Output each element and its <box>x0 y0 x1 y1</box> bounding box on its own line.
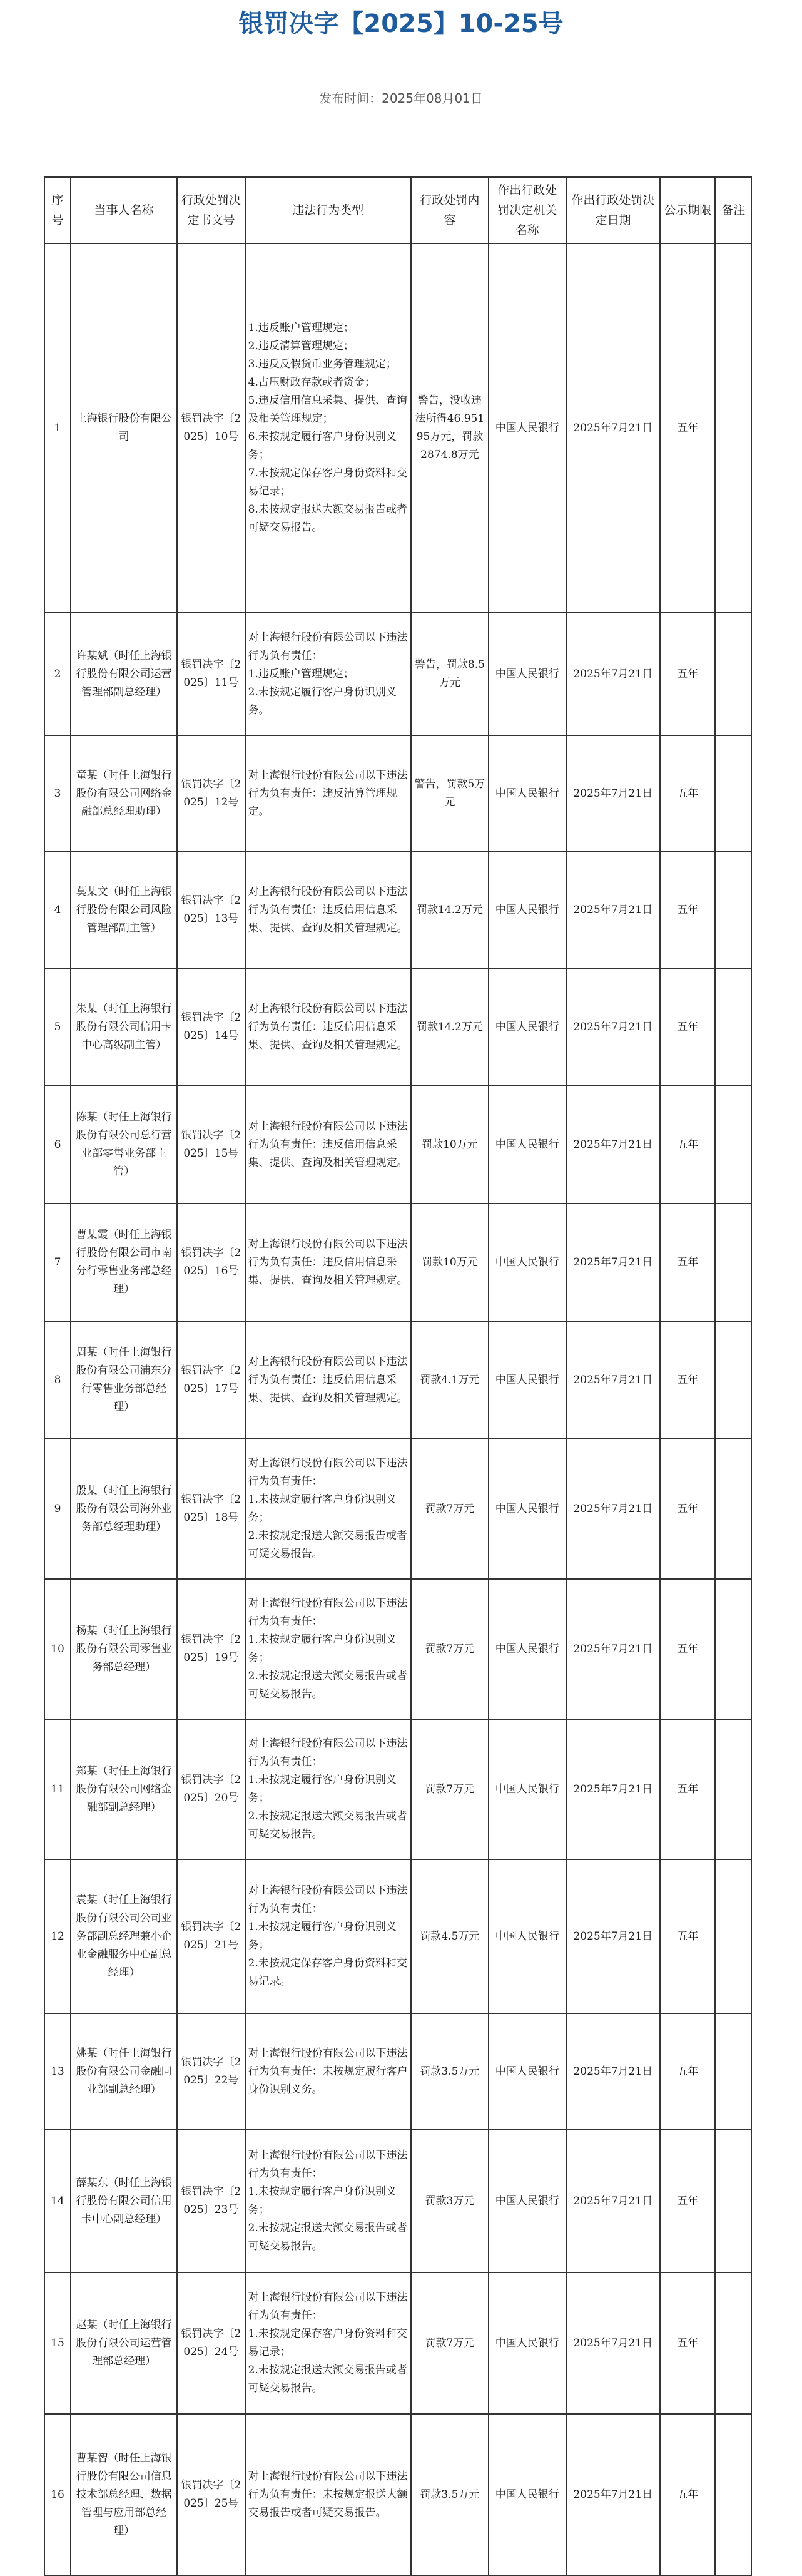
violation-line: 1.未按规定履行客户身份识别义务； <box>248 1921 397 1951</box>
cell-no: 11 <box>44 1719 71 1859</box>
cell-penalty: 罚款14.2万元 <box>411 852 489 968</box>
cell-period: 五年 <box>660 1321 715 1439</box>
cell-violation <box>245 1719 411 1859</box>
cell-date: 2025年7月21日 <box>566 1321 660 1439</box>
cell-authority: 中国人民银行 <box>489 852 566 968</box>
violation-line: 1.未按规定履行客户身份识别义务； <box>248 1633 397 1664</box>
cell-remark <box>715 243 751 613</box>
cell-remark <box>715 1204 751 1321</box>
cell-date: 2025年7月21日 <box>566 1719 660 1859</box>
cell-authority: 中国人民银行 <box>489 735 566 852</box>
cell-no: 7 <box>44 1204 71 1321</box>
cell-party: 姚某（时任上海银行股份有限公司金融同业部副总经理） <box>71 2013 177 2130</box>
cell-date: 2025年7月21日 <box>566 2013 660 2130</box>
violation-line: 对上海银行股份有限公司以下违法行为负有责任：违反信用信息采集、提供、查询及相关管理规定。 <box>248 885 408 934</box>
cell-penalty: 罚款3.5万元 <box>411 2013 489 2130</box>
cell-penalty: 警告，没收违法所得46.95195万元，罚款2874.8万元 <box>411 243 489 613</box>
cell-no: 8 <box>44 1321 71 1439</box>
cell-party: 周某（时任上海银行股份有限公司浦东分行零售业务部总经理） <box>71 1321 177 1439</box>
cell-period: 五年 <box>660 1204 715 1321</box>
page-title: 银罚决字【2025】10-25号 <box>238 9 564 38</box>
violation-line: 对上海银行股份有限公司以下违法行为负有责任： <box>248 1737 408 1768</box>
cell-party: 陈某（时任上海银行股份有限公司总行营业部零售业务部主管） <box>71 1086 177 1204</box>
table-row <box>44 968 751 1086</box>
violation-line: 对上海银行股份有限公司以下违法行为负有责任：违反信用信息采集、提供、查询及相关管理规定。 <box>248 1120 408 1169</box>
cell-remark <box>715 968 751 1086</box>
cell-violation <box>245 968 411 1086</box>
cell-party: 朱某（时任上海银行股份有限公司信用卡中心高级副主管） <box>71 968 177 1086</box>
cell-no: 12 <box>44 1859 71 2013</box>
cell-period: 五年 <box>660 1579 715 1719</box>
cell-remark <box>715 1321 751 1439</box>
cell-party: 杨某（时任上海银行股份有限公司零售业务部总经理） <box>71 1579 177 1719</box>
cell-penalty: 罚款10万元 <box>411 1204 489 1321</box>
cell-penalty: 警告，罚款8.5万元 <box>411 613 489 735</box>
header-penalty: 行政处罚内容 <box>411 177 489 243</box>
cell-party: 莫某文（时任上海银行股份有限公司风险管理部副主管） <box>71 852 177 968</box>
cell-party: 薛某东（时任上海银行股份有限公司信用卡中心副总经理） <box>71 2130 177 2272</box>
cell-violation <box>245 735 411 852</box>
cell-party: 许某斌（时任上海银行股份有限公司运营管理部副总经理） <box>71 613 177 735</box>
cell-violation <box>245 2414 411 2575</box>
cell-no: 4 <box>44 852 71 968</box>
table-row <box>44 1086 751 1204</box>
cell-doc: 银罚决字〔2025〕24号 <box>177 2272 245 2414</box>
cell-doc: 银罚决字〔2025〕19号 <box>177 1579 245 1719</box>
cell-period: 五年 <box>660 735 715 852</box>
cell-party: 上海银行股份有限公司 <box>71 243 177 613</box>
cell-penalty: 罚款3万元 <box>411 2130 489 2272</box>
cell-date: 2025年7月21日 <box>566 735 660 852</box>
violation-line: 2.未按规定报送大额交易报告或者可疑交易报告。 <box>248 2364 407 2395</box>
cell-penalty: 罚款7万元 <box>411 1719 489 1859</box>
header-date: 作出行政处罚决定日期 <box>566 177 660 243</box>
cell-remark <box>715 1859 751 2013</box>
cell-period: 五年 <box>660 613 715 735</box>
cell-doc: 银罚决字〔2025〕10号 <box>177 243 245 613</box>
cell-penalty: 罚款4.5万元 <box>411 1859 489 2013</box>
cell-date: 2025年7月21日 <box>566 2414 660 2575</box>
cell-date: 2025年7月21日 <box>566 1859 660 2013</box>
violation-line: 2.未按规定报送大额交易报告或者可疑交易报告。 <box>248 1670 407 1700</box>
cell-authority: 中国人民银行 <box>489 1579 566 1719</box>
cell-date: 2025年7月21日 <box>566 1204 660 1321</box>
cell-no: 6 <box>44 1086 71 1204</box>
cell-period: 五年 <box>660 2130 715 2272</box>
violation-line: 1.未按规定履行客户身份识别义务； <box>248 1493 397 1524</box>
header-remark: 备注 <box>715 177 751 243</box>
violation-line: 1.未按规定履行客户身份识别义务； <box>248 1774 397 1804</box>
cell-violation <box>245 1579 411 1719</box>
cell-no: 14 <box>44 2130 71 2272</box>
violation-line: 对上海银行股份有限公司以下违法行为负有责任： <box>248 1457 408 1488</box>
cell-no: 13 <box>44 2013 71 2130</box>
cell-period: 五年 <box>660 1439 715 1579</box>
cell-date: 2025年7月21日 <box>566 1439 660 1579</box>
cell-date: 2025年7月21日 <box>566 243 660 613</box>
cell-doc: 银罚决字〔2025〕15号 <box>177 1086 245 1204</box>
cell-authority: 中国人民银行 <box>489 2013 566 2130</box>
cell-period: 五年 <box>660 852 715 968</box>
cell-authority: 中国人民银行 <box>489 1439 566 1579</box>
violation-line: 对上海银行股份有限公司以下违法行为负有责任： <box>248 1597 408 1628</box>
violation-line: 7.未按规定保存客户身份资料和交易记录； <box>248 467 407 498</box>
header-no: 序号 <box>44 177 71 243</box>
table-row <box>44 1321 751 1439</box>
publish-time-value: 2025年08月01日 <box>382 91 483 106</box>
violation-line: 对上海银行股份有限公司以下违法行为负有责任：违反信用信息采集、提供、查询及相关管理规定。 <box>248 1355 408 1404</box>
table-row <box>44 1439 751 1579</box>
cell-doc: 银罚决字〔2025〕17号 <box>177 1321 245 1439</box>
violation-line: 2.未按规定保存客户身份资料和交易记录。 <box>248 1957 407 1988</box>
cell-period: 五年 <box>660 1086 715 1204</box>
cell-date: 2025年7月21日 <box>566 2272 660 2414</box>
cell-penalty: 罚款7万元 <box>411 2272 489 2414</box>
violation-line: 对上海银行股份有限公司以下违法行为负有责任： <box>248 2149 408 2180</box>
violation-line: 2.未按规定报送大额交易报告或者可疑交易报告。 <box>248 2222 407 2252</box>
table-row <box>44 1204 751 1321</box>
cell-remark <box>715 2414 751 2575</box>
cell-violation <box>245 1204 411 1321</box>
cell-violation <box>245 613 411 735</box>
cell-doc: 银罚决字〔2025〕20号 <box>177 1719 245 1859</box>
cell-penalty: 罚款14.2万元 <box>411 968 489 1086</box>
violation-line: 6.未按规定履行客户身份识别义务； <box>248 431 397 461</box>
violation-line: 8.未按规定报送大额交易报告或者可疑交易报告。 <box>248 503 407 534</box>
cell-remark <box>715 1086 751 1204</box>
table-row <box>44 2414 751 2575</box>
cell-violation <box>245 243 411 613</box>
violation-line: 对上海银行股份有限公司以下违法行为负有责任：未按规定报送大额交易报告或者可疑交易报告。 <box>248 2470 408 2519</box>
cell-penalty: 罚款3.5万元 <box>411 2414 489 2575</box>
table-row <box>44 2272 751 2414</box>
violation-line: 对上海银行股份有限公司以下违法行为负有责任：违反信用信息采集、提供、查询及相关管理规定。 <box>248 1237 408 1287</box>
cell-authority: 中国人民银行 <box>489 968 566 1086</box>
cell-penalty: 罚款7万元 <box>411 1439 489 1579</box>
cell-period: 五年 <box>660 1859 715 2013</box>
violation-line: 1.未按规定保存客户身份资料和交易记录； <box>248 2328 407 2358</box>
violation-line: 4.占压财政存款或者资金； <box>248 376 375 389</box>
cell-no: 16 <box>44 2414 71 2575</box>
violation-line: 5.违反信用信息采集、提供、查询及相关管理规定； <box>248 394 407 425</box>
violation-line: 对上海银行股份有限公司以下违法行为负有责任： <box>248 2291 408 2322</box>
cell-violation <box>245 2272 411 2414</box>
table-header-row <box>44 177 751 243</box>
violation-line: 1.违反账户管理规定； <box>248 322 354 334</box>
cell-no: 5 <box>44 968 71 1086</box>
cell-date: 2025年7月21日 <box>566 968 660 1086</box>
cell-doc: 银罚决字〔2025〕18号 <box>177 1439 245 1579</box>
penalty-table <box>44 176 752 2576</box>
cell-date: 2025年7月21日 <box>566 613 660 735</box>
table-row <box>44 1579 751 1719</box>
cell-authority: 中国人民银行 <box>489 2272 566 2414</box>
header-period: 公示期限 <box>660 177 715 243</box>
violation-line: 2.未按规定履行客户身份识别义务。 <box>248 685 397 717</box>
cell-violation <box>245 852 411 968</box>
cell-authority: 中国人民银行 <box>489 613 566 735</box>
cell-period: 五年 <box>660 1719 715 1859</box>
violation-line: 2.未按规定报送大额交易报告或者可疑交易报告。 <box>248 1810 407 1841</box>
cell-period: 五年 <box>660 968 715 1086</box>
violation-line: 1.违反账户管理规定； <box>248 667 354 680</box>
violation-line: 对上海银行股份有限公司以下违法行为负有责任： <box>248 631 408 662</box>
cell-remark <box>715 852 751 968</box>
table-row <box>44 1859 751 2013</box>
cell-period: 五年 <box>660 2414 715 2575</box>
cell-no: 15 <box>44 2272 71 2414</box>
cell-penalty: 罚款10万元 <box>411 1086 489 1204</box>
violation-line: 对上海银行股份有限公司以下违法行为负有责任： <box>248 1884 408 1915</box>
cell-penalty: 警告，罚款5万元 <box>411 735 489 852</box>
cell-period: 五年 <box>660 2272 715 2414</box>
cell-remark <box>715 2130 751 2272</box>
cell-doc: 银罚决字〔2025〕21号 <box>177 1859 245 2013</box>
cell-party: 曹某霞（时任上海银行股份有限公司市南分行零售业务部总经理） <box>71 1204 177 1321</box>
cell-authority: 中国人民银行 <box>489 2130 566 2272</box>
table-row <box>44 735 751 852</box>
cell-doc: 银罚决字〔2025〕13号 <box>177 852 245 968</box>
cell-remark <box>715 735 751 852</box>
publish-time <box>0 89 802 108</box>
cell-penalty: 罚款7万元 <box>411 1579 489 1719</box>
violation-line: 对上海银行股份有限公司以下违法行为负有责任：违反信用信息采集、提供、查询及相关管理规定。 <box>248 1002 408 1051</box>
violation-line: 对上海银行股份有限公司以下违法行为负有责任：未按规定履行客户身份识别义务。 <box>248 2047 408 2096</box>
cell-no: 2 <box>44 613 71 735</box>
cell-violation <box>245 2130 411 2272</box>
cell-violation <box>245 2013 411 2130</box>
cell-no: 9 <box>44 1439 71 1579</box>
cell-party: 殷某（时任上海银行股份有限公司海外业务部总经理助理） <box>71 1439 177 1579</box>
cell-remark <box>715 2272 751 2414</box>
cell-date: 2025年7月21日 <box>566 852 660 968</box>
cell-date: 2025年7月21日 <box>566 1086 660 1204</box>
cell-violation <box>245 1439 411 1579</box>
cell-date: 2025年7月21日 <box>566 1579 660 1719</box>
violation-line: 2.违反清算管理规定； <box>248 340 354 352</box>
cell-remark <box>715 1579 751 1719</box>
cell-doc: 银罚决字〔2025〕22号 <box>177 2013 245 2130</box>
publish-time-label: 发布时间： <box>319 91 382 106</box>
cell-party: 袁某（时任上海银行股份有限公司公司业务部副总经理兼小企业金融服务中心副总经理） <box>71 1859 177 2013</box>
cell-penalty: 罚款4.1万元 <box>411 1321 489 1439</box>
cell-date: 2025年7月21日 <box>566 2130 660 2272</box>
cell-remark <box>715 1439 751 1579</box>
header-doc: 行政处罚决定书文号 <box>177 177 245 243</box>
table-row <box>44 852 751 968</box>
cell-doc: 银罚决字〔2025〕23号 <box>177 2130 245 2272</box>
cell-doc: 银罚决字〔2025〕25号 <box>177 2414 245 2575</box>
cell-doc: 银罚决字〔2025〕16号 <box>177 1204 245 1321</box>
cell-party: 郑某（时任上海银行股份有限公司网络金融部副总经理） <box>71 1719 177 1859</box>
cell-party: 曹某智（时任上海银行股份有限公司信息技术部总经理、数据管理与应用部总经理） <box>71 2414 177 2575</box>
cell-period: 五年 <box>660 243 715 613</box>
cell-no: 1 <box>44 243 71 613</box>
violation-line: 1.未按规定履行客户身份识别义务； <box>248 2185 397 2216</box>
cell-violation <box>245 1086 411 1204</box>
cell-authority: 中国人民银行 <box>489 243 566 613</box>
table-row <box>44 2130 751 2272</box>
cell-authority: 中国人民银行 <box>489 2414 566 2575</box>
cell-party: 童某（时任上海银行股份有限公司网络金融部总经理助理） <box>71 735 177 852</box>
header-party: 当事人名称 <box>71 177 177 243</box>
cell-doc: 银罚决字〔2025〕11号 <box>177 613 245 735</box>
cell-authority: 中国人民银行 <box>489 1321 566 1439</box>
violation-line: 3.违反反假货币业务管理规定； <box>248 358 397 371</box>
cell-period: 五年 <box>660 2013 715 2130</box>
cell-remark <box>715 1719 751 1859</box>
table-row <box>44 613 751 735</box>
header-violation: 违法行为类型 <box>245 177 411 243</box>
cell-no: 10 <box>44 1579 71 1719</box>
table-row <box>44 2013 751 2130</box>
table-row <box>44 1719 751 1859</box>
cell-authority: 中国人民银行 <box>489 1719 566 1859</box>
cell-remark <box>715 2013 751 2130</box>
cell-no: 3 <box>44 735 71 852</box>
header-authority: 作出行政处罚决定机关名称 <box>489 177 566 243</box>
violation-line: 对上海银行股份有限公司以下违法行为负有责任：违反清算管理规定。 <box>248 769 408 818</box>
table-row <box>44 243 751 613</box>
cell-violation <box>245 1321 411 1439</box>
cell-authority: 中国人民银行 <box>489 1086 566 1204</box>
cell-violation <box>245 1859 411 2013</box>
cell-doc: 银罚决字〔2025〕14号 <box>177 968 245 1086</box>
cell-authority: 中国人民银行 <box>489 1859 566 2013</box>
cell-party: 赵某（时任上海银行股份有限公司运营管理部总经理） <box>71 2272 177 2414</box>
cell-authority: 中国人民银行 <box>489 1204 566 1321</box>
violation-line: 2.未按规定报送大额交易报告或者可疑交易报告。 <box>248 1530 407 1560</box>
cell-doc: 银罚决字〔2025〕12号 <box>177 735 245 852</box>
cell-remark <box>715 613 751 735</box>
